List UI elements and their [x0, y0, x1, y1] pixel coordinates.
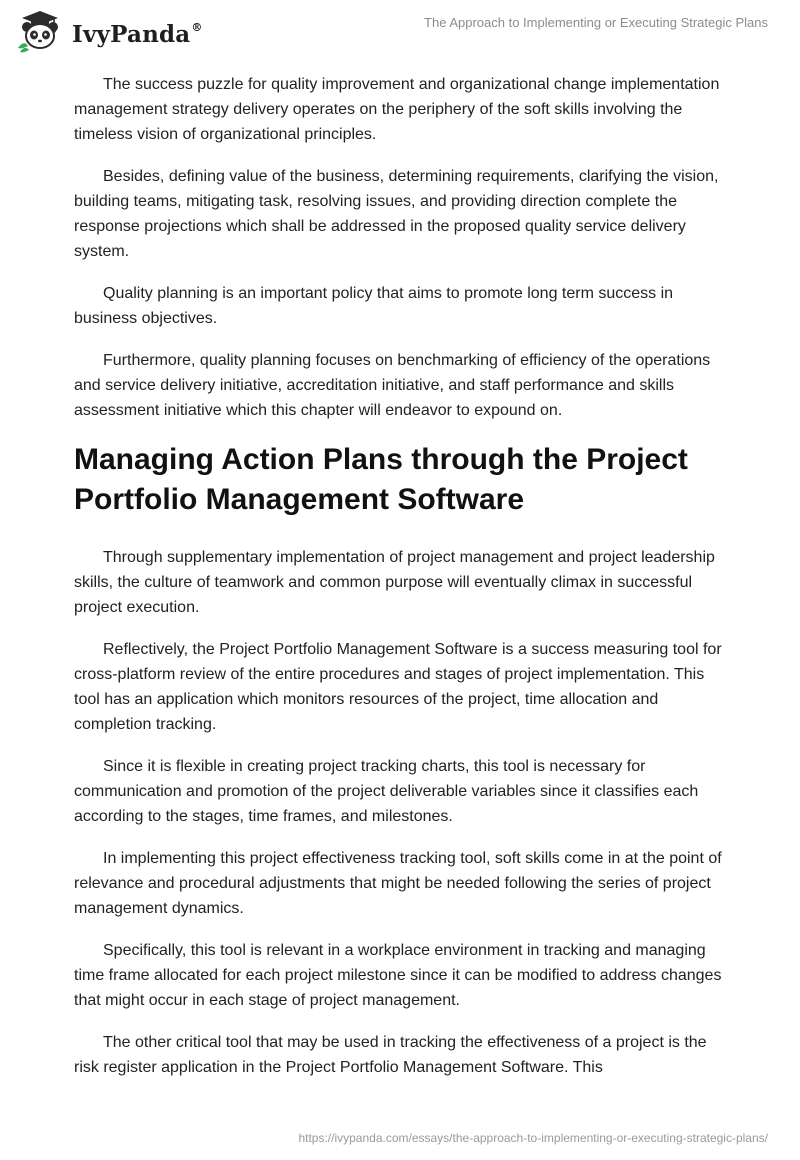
panda-graduate-icon [14, 8, 66, 54]
source-url-link[interactable]: https://ivypanda.com/essays/the-approach-to-implementing-or-executing-strategic-plans/ [298, 1131, 768, 1145]
essay-body [74, 72, 734, 1097]
paragraph: In implementing this project effectiveness tracking tool, soft skills come in at the point of relevance and procedural adjustments that might be needed following the series of project management dynamics. [74, 850, 722, 917]
page-header [0, 0, 800, 64]
section-heading: Managing Action Plans through the Project Portfolio Management Software [74, 443, 688, 516]
paragraph: Through supplementary implementation of project management and project leadership skills, the culture of teamwork and common purpose will eventually climax in successful project execution. [74, 549, 715, 616]
paragraph: Specifically, this tool is relevant in a workplace environment in tracking and managing time frame allocated for each project milestone since it can be modified to address changes that might occur in each stage of project management. [74, 942, 722, 1009]
paragraph: Since it is flexible in creating project tracking charts, this tool is necessary for communication and promotion of the project deliverable variables since it classifies each according to the stages, time frames, and milestones. [74, 758, 699, 825]
paragraph: Reflectively, the Project Portfolio Management Software is a success measuring tool for cross-platform review of the entire procedures and stages of project implementation. This tool has an application which monitors resources of the project, time allocation and completion tracking. [74, 641, 722, 733]
paragraph: Besides, defining value of the business, determining requirements, clarifying the vision, building teams, mitigating task, resolving issues, and providing direction complete the response projections which shall be addressed in the proposed quality service delivery system. [74, 168, 719, 260]
brand-name: IvyPanda® [72, 20, 203, 48]
paragraph: Furthermore, quality planning focuses on benchmarking of efficiency of the operations and service delivery initiative, accreditation initiative, and staff performance and skills assessment initiative which this chapter will endeavor to expound on. [74, 352, 711, 419]
paragraph: The other critical tool that may be used in tracking the effectiveness of a project is the risk register application in the Project Portfolio Management Software. This [74, 1034, 707, 1076]
paragraph: The success puzzle for quality improvement and organizational change implementation management strategy delivery operates on the periphery of the soft skills involving the timeless vision of organizational principles. [74, 76, 720, 143]
paragraph: Quality planning is an important policy that aims to promote long term success in business objectives. [74, 285, 674, 327]
ivypanda-logo[interactable] [14, 8, 203, 54]
document-title: The Approach to Implementing or Executing Strategic Plans [424, 15, 768, 30]
